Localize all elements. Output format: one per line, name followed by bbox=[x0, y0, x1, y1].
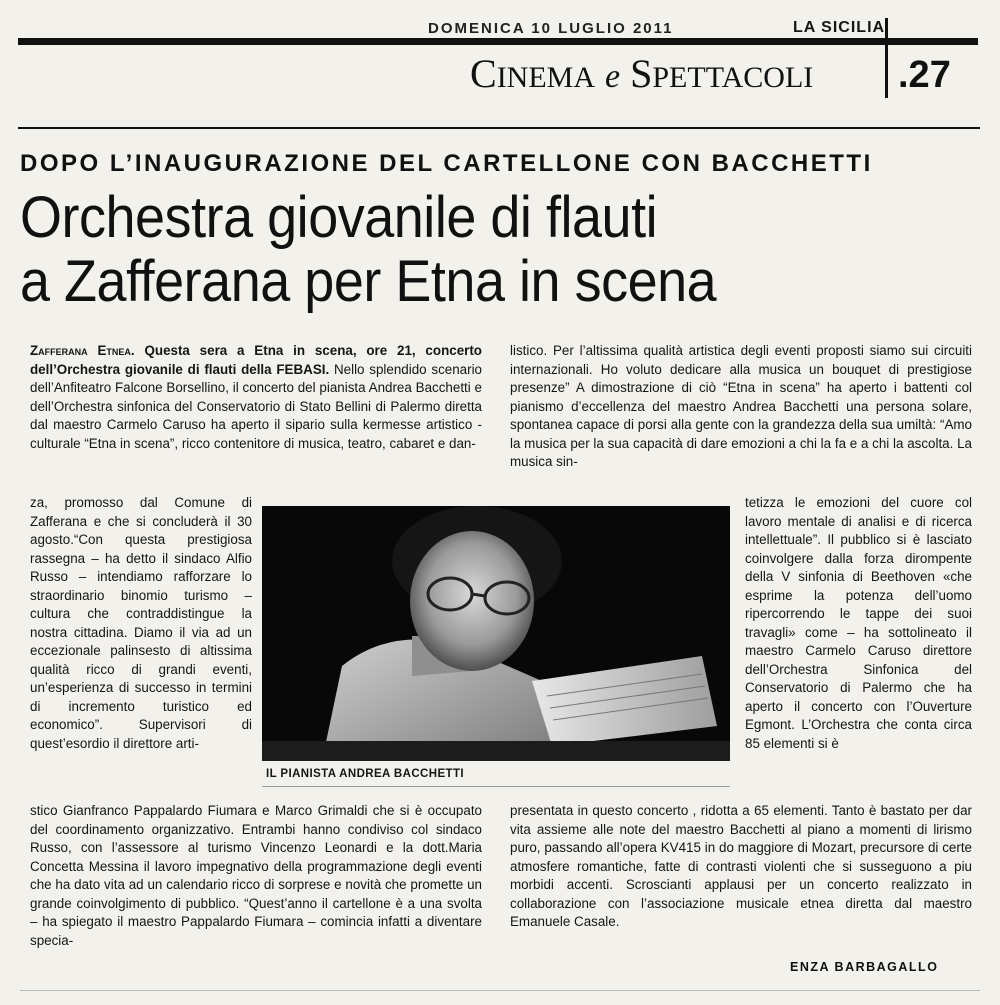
section-title: CINEMA e SPETTACOLI bbox=[470, 51, 814, 96]
lead-text: Questa sera a Etna in scena, ore 21, concerto dell’Orchestra giovanile di flauti della FEBASI. bbox=[30, 343, 482, 377]
masthead-separator bbox=[885, 18, 888, 98]
page-number: .27 bbox=[898, 54, 951, 96]
body-paragraph-5: tetizza le emozioni del cuore col lavoro mentale di analisi e di ricerca intellettuale”. Il pubblico si è lasciato coinvolgere dalla forza dirompente della V sinfonia di Beethoven «che esprime la potenza dell’uomo ripercorrendo le tappe dei suoi travagli» come – ha sottolineato il maestro Carmelo Caruso direttore dell’Orchestra Sinfonica del Conservatorio di Palermo che ha aperto il concerto con l’Ouverture Egmont. L’Orchestra che conta circa 85 elementi si è bbox=[745, 495, 972, 751]
masthead-bar bbox=[18, 18, 980, 40]
body-left-top bbox=[30, 342, 482, 453]
pianist-illustration bbox=[262, 506, 730, 761]
body-paragraph-2: za, promosso dal Comune di Zafferana e che si concluderà il 30 agosto.“Con questa prestigiosa rassegna – ha detto il sindaco Alfio Russo – intendiamo rafforzare lo straordinario binomio turismo – cultura che contraddistingue la nostra cittadina. Diamo il via ad un eccezionale palinsesto di altissima qualità ricco di grandi eventi, un’esperienza di successo in termini di incremento turistico ed economico”. Supervisori di quest’esordio il direttore arti- bbox=[30, 495, 252, 751]
photo-caption-bar bbox=[262, 764, 730, 787]
masthead-rule bbox=[18, 38, 978, 45]
headline-line-2: a Zafferana per Etna in scena bbox=[20, 249, 717, 314]
headline-line-1: Orchestra giovanile di flauti bbox=[20, 185, 658, 250]
newspaper-name: LA SICILIA bbox=[793, 19, 886, 36]
body-right-bottom bbox=[510, 802, 972, 932]
body-paragraph-4: listico. Per l’altissima qualità artistica degli eventi proposti siamo sui circuiti internazionali. Ho voluto dedicare alla musica un bouquet di prestigiose presenze” A dimostrazione di ciò “Etna in scena” ha aperto i battenti col pianismo d’eccellenza del maestro Andrea Bacchetti una persona solare, spontanea capace di porsi alla gente con la grandezza della sua umiltà: “Amo la musica per la sua capacità di dare emozioni a chi la fa e a chi la ascolta. La musica sin- bbox=[510, 343, 972, 469]
issue-date: DOMENICA 10 LUGLIO 2011 bbox=[428, 20, 674, 37]
body-right-top bbox=[510, 342, 972, 472]
body-paragraph-6: presentata in questo concerto , ridotta a 65 elementi. Tanto è bastato per dar vita assieme alle note del maestro Bacchetti al piano a momenti di lirismo puro, passando all’opera KV415 in do maggiore di Mozart, precursore di certe atmosfere romantiche, fatte di contrasti violenti che si susseguono a piu morbidi accenti. Scroscianti applausi per un concerto realizzato in collaborazione con l’associazione musicale etnea diretta dal maestro Emanuele Casale. bbox=[510, 803, 972, 929]
photo-caption: IL PIANISTA ANDREA BACCHETTI bbox=[266, 768, 464, 780]
body-paragraph-1: Nello splendido scenario dell’Anfiteatro Falcone Borsellino, il concerto del pianista Andrea Bacchetti e dell’Orchestra sinfonica del Conservatorio di Stato Bellini di Palermo diretta dal maestro Carmelo Caruso ha aperto il sipario sulla kermesse artistico - culturale “Etna in scena”, ricco contenitore di musica, teatro, cabaret e dan- bbox=[30, 361, 482, 451]
body-left-wrap bbox=[30, 494, 252, 753]
page-bottom-rule bbox=[20, 990, 980, 991]
body-right-wrap bbox=[745, 494, 972, 753]
body-left-bottom bbox=[30, 802, 482, 950]
lead-place: Zafferana Etnea. bbox=[30, 343, 135, 358]
article-headline bbox=[20, 186, 913, 314]
article-kicker: DOPO L’INAUGURAZIONE DEL CARTELLONE CON BACCHETTI bbox=[20, 150, 873, 177]
section-rule bbox=[18, 127, 980, 129]
pianist-photo bbox=[262, 506, 730, 761]
body-paragraph-3: stico Gianfranco Pappalardo Fiumara e Marco Grimaldi che si è occupato del coordinamento organizzativo. Entrambi hanno condiviso col sindaco Russo, con l’assessore al turismo Vincenzo Leonardi e la dott.Maria Concetta Messina il lavoro impegnativo della programmazione degli eventi che ha dato vita ad un calendario ricco di sorprese e novità che promette un grande coinvolgimento di pubblico. “Quest’anno il cartellone è a una svolta – ha spiegato il maestro Pappalardo Fiumara – comincia infatti a diventare specia- bbox=[30, 803, 482, 948]
article-byline: ENZA BARBAGALLO bbox=[790, 960, 939, 974]
